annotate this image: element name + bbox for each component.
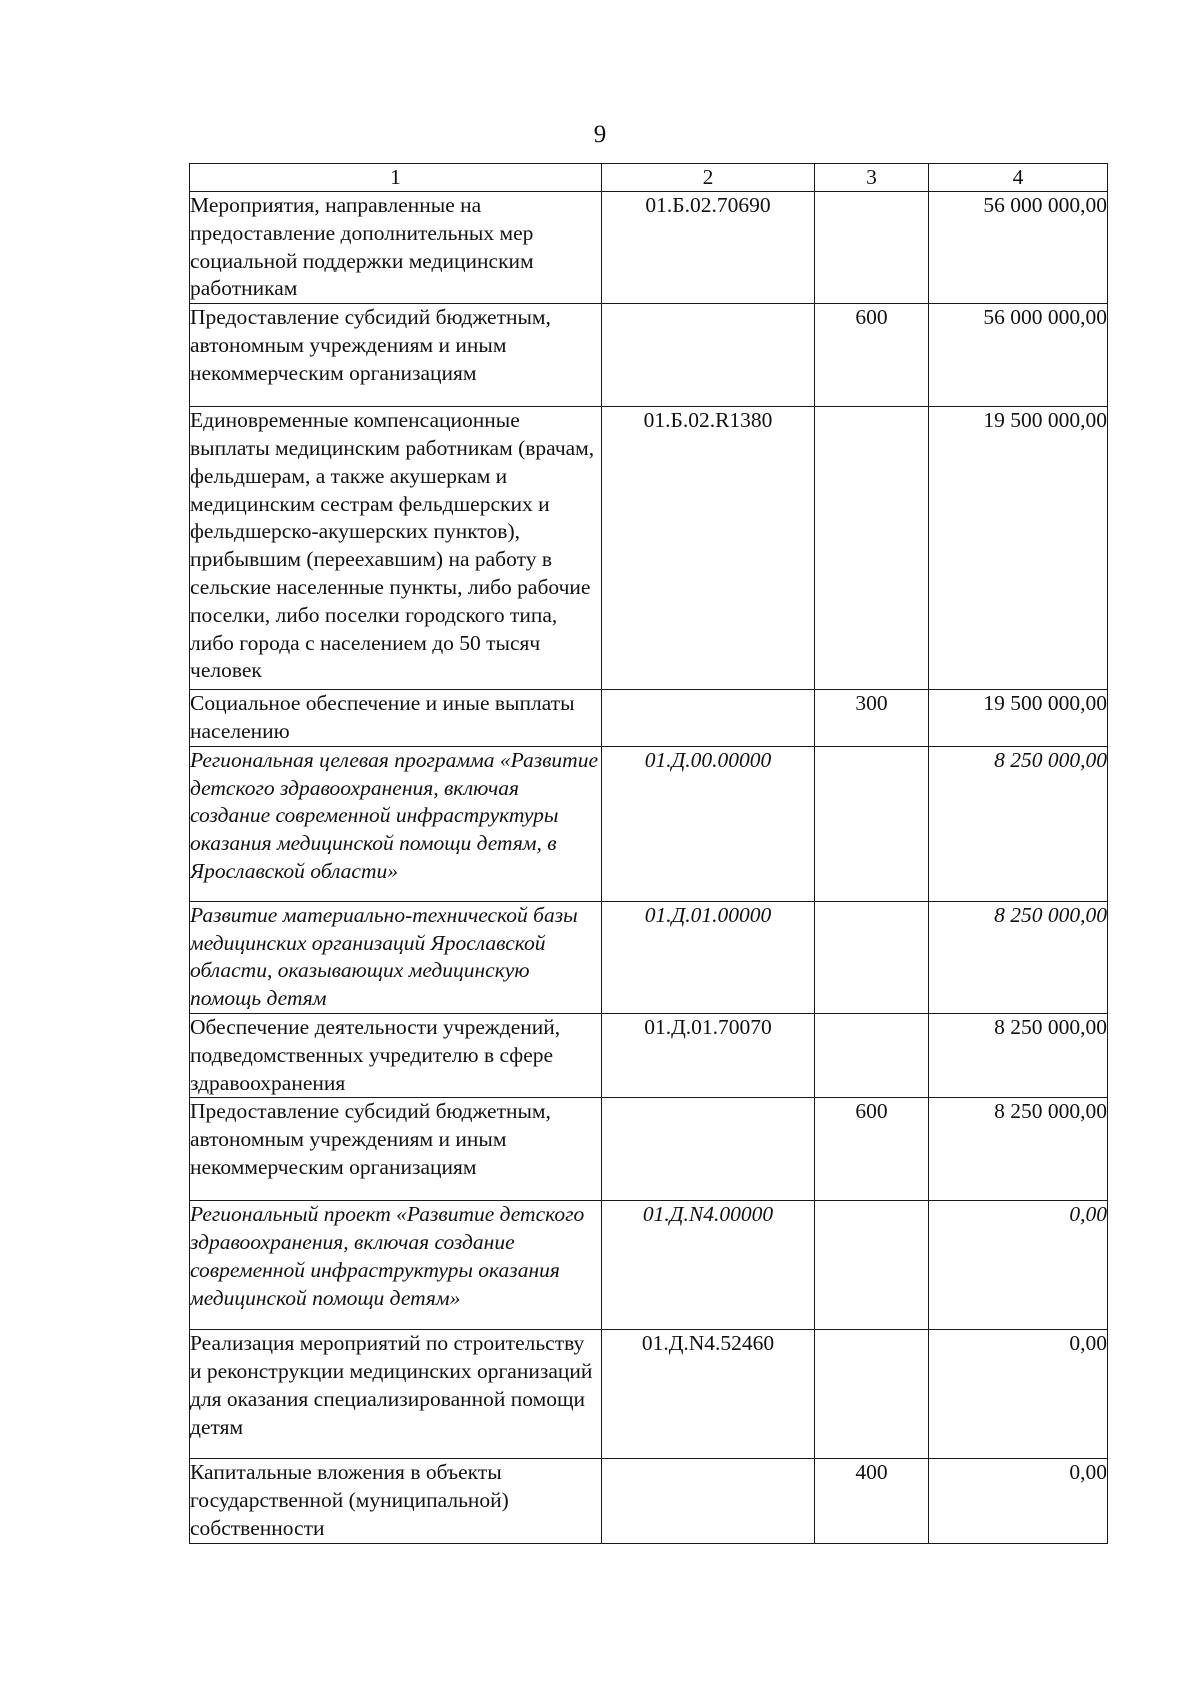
row-code-cell: 01.Д.N4.00000 — [602, 1201, 815, 1330]
row-type-cell: 400 — [815, 1459, 929, 1543]
table-row — [190, 901, 1108, 1013]
row-type-cell — [815, 407, 929, 690]
table-row — [190, 746, 1108, 901]
row-code-cell: 01.Д.N4.52460 — [602, 1330, 815, 1459]
row-amount-cell: 19 500 000,00 — [929, 407, 1108, 690]
table-row — [190, 1201, 1108, 1330]
budget-table — [189, 163, 1108, 1544]
table-row — [190, 1098, 1108, 1201]
header-col-3: 3 — [815, 164, 929, 192]
row-code-cell — [602, 1098, 815, 1201]
row-type-cell: 600 — [815, 304, 929, 407]
table-row — [190, 407, 1108, 690]
header-col-4: 4 — [929, 164, 1108, 192]
row-code-cell: 01.Д.00.00000 — [602, 746, 815, 901]
row-amount-cell: 19 500 000,00 — [929, 690, 1108, 747]
row-type-cell — [815, 1013, 929, 1097]
row-amount-cell: 8 250 000,00 — [929, 1013, 1108, 1097]
row-code-cell — [602, 1459, 815, 1543]
row-name-cell: Социальное обеспечение и иные выплаты населению — [190, 690, 602, 747]
row-amount-cell: 56 000 000,00 — [929, 192, 1108, 304]
row-type-cell — [815, 1330, 929, 1459]
row-name-cell: Региональный проект «Развитие детского здравоохранения, включая создание современной инфраструктуры оказания медицинской помощи детям» — [190, 1201, 602, 1330]
row-type-cell — [815, 746, 929, 901]
row-amount-cell: 56 000 000,00 — [929, 304, 1108, 407]
row-code-cell: 01.Б.02.70690 — [602, 192, 815, 304]
table-row — [190, 192, 1108, 304]
row-name-cell: Мероприятия, направленные на предоставление дополнительных мер социальной поддержки медицинским работникам — [190, 192, 602, 304]
row-code-cell — [602, 690, 815, 747]
row-name-cell: Реализация мероприятий по строительству и реконструкции медицинских организаций для оказания специализированной помощи детям — [190, 1330, 602, 1459]
row-name-cell: Капитальные вложения в объекты государственной (муниципальной) собственности — [190, 1459, 602, 1543]
row-amount-cell: 8 250 000,00 — [929, 1098, 1108, 1201]
row-type-cell — [815, 1201, 929, 1330]
row-code-cell: 01.Д.01.00000 — [602, 901, 815, 1013]
row-name-cell: Региональная целевая программа «Развитие детского здравоохранения, включая создание современной инфраструктуры оказания медицинской помощи детям, в Ярославской области» — [190, 746, 602, 901]
header-col-2: 2 — [602, 164, 815, 192]
table-row — [190, 1459, 1108, 1543]
row-amount-cell: 8 250 000,00 — [929, 901, 1108, 1013]
row-amount-cell: 0,00 — [929, 1459, 1108, 1543]
table-row — [190, 1330, 1108, 1459]
row-name-cell: Обеспечение деятельности учреждений, подведомственных учредителю в сфере здравоохранения — [190, 1013, 602, 1097]
row-amount-cell: 0,00 — [929, 1330, 1108, 1459]
table-row — [190, 304, 1108, 407]
row-name-cell: Развитие материально-технической базы медицинских организаций Ярославской области, оказывающих медицинскую помощь детям — [190, 901, 602, 1013]
row-name-cell: Предоставление субсидий бюджетным, автономным учреждениям и иным некоммерческим организациям — [190, 1098, 602, 1201]
table-row — [190, 690, 1108, 747]
header-col-1: 1 — [190, 164, 602, 192]
row-amount-cell: 8 250 000,00 — [929, 746, 1108, 901]
row-type-cell: 300 — [815, 690, 929, 747]
row-name-cell: Единовременные компенсационные выплаты медицинским работникам (врачам, фельдшерам, а также акушеркам и медицинским сестрам фельдшерских и фельдшерско-акушерских пунктов), прибывшим (переехавшим) на работу в сельские населенные пункты, либо рабочие поселки, либо поселки городского типа, либо города с населением до 50 тысяч человек — [190, 407, 602, 690]
row-amount-cell: 0,00 — [929, 1201, 1108, 1330]
table-header-row — [190, 164, 1108, 192]
row-code-cell — [602, 304, 815, 407]
row-code-cell: 01.Б.02.R1380 — [602, 407, 815, 690]
row-type-cell — [815, 901, 929, 1013]
row-name-cell: Предоставление субсидий бюджетным, автономным учреждениям и иным некоммерческим организациям — [190, 304, 602, 407]
row-code-cell: 01.Д.01.70070 — [602, 1013, 815, 1097]
row-type-cell: 600 — [815, 1098, 929, 1201]
table-row — [190, 1013, 1108, 1097]
page-number: 9 — [593, 121, 607, 148]
row-type-cell — [815, 192, 929, 304]
